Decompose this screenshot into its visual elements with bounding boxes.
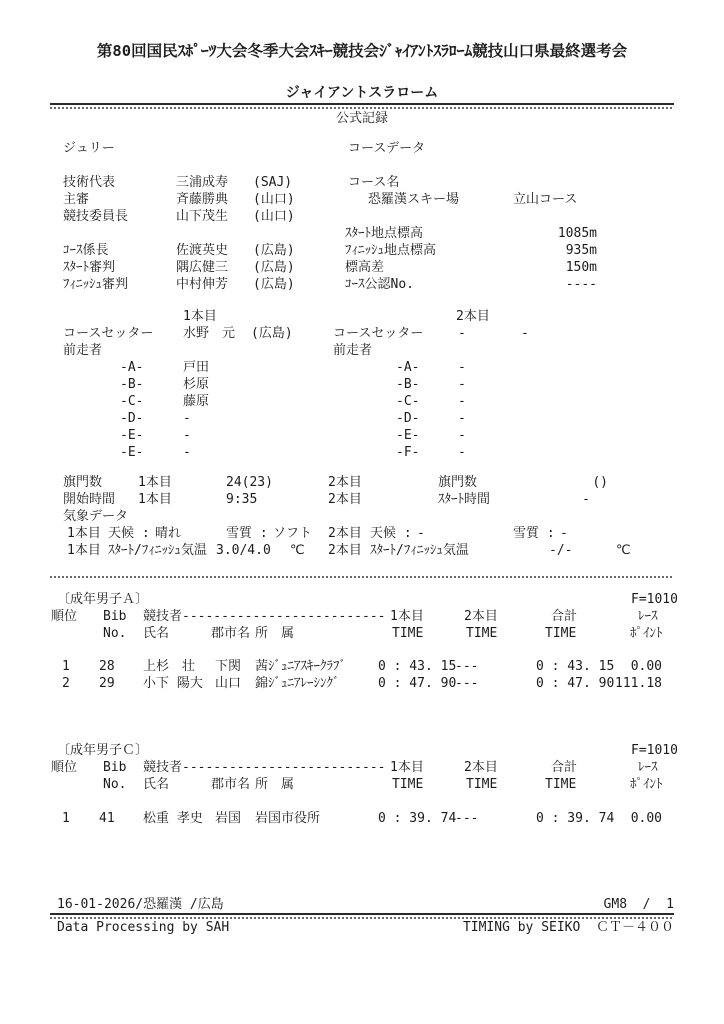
course-setter-label: コースセッター bbox=[63, 326, 154, 341]
course-item-value: ---- bbox=[565, 277, 597, 292]
jury-role: 主審 bbox=[63, 192, 90, 207]
jury-member-name: 山下茂生 bbox=[176, 209, 229, 224]
course-name-label: コース名 bbox=[348, 175, 400, 190]
course-setter-name-run2: - bbox=[458, 326, 466, 341]
jury-member-name: 中村伸芳 bbox=[176, 277, 229, 292]
result-run2-time: --- bbox=[455, 659, 479, 674]
result-rank: 1 bbox=[62, 811, 70, 826]
record-type: 公式記録 bbox=[335, 111, 388, 126]
forerunner-name: - bbox=[458, 360, 466, 375]
col-header-no: No. bbox=[103, 777, 127, 792]
snow-label: 雪質 : bbox=[226, 526, 268, 541]
result-run1-time: 0 : 47. 90 bbox=[378, 676, 457, 691]
course-item-label: ｽﾀｰﾄ地点標高 bbox=[345, 226, 424, 241]
jury-heading: ジュリー bbox=[63, 141, 115, 156]
result-name: 松重 孝史 bbox=[143, 811, 203, 826]
run1-label: 1本目 bbox=[67, 543, 101, 558]
jury-member-affiliation: (広島) bbox=[253, 277, 295, 292]
footer-timing: TIMING by SEIKO ＣＴ－４００ bbox=[462, 920, 674, 935]
forerunner-name: 戸田 bbox=[183, 360, 210, 375]
footer-date-venue: 16-01-2026/恐羅漢 /広島 bbox=[57, 897, 224, 912]
forerunner-label: -F- bbox=[396, 445, 420, 460]
gate-count-run1: 24(23) bbox=[226, 475, 273, 490]
forerunner-label: -E- bbox=[396, 428, 420, 443]
result-bib: 41 bbox=[99, 811, 115, 826]
start-time-run2: - bbox=[582, 492, 590, 507]
forerunner-heading: 前走者 bbox=[63, 343, 103, 358]
jury-member-name: 佐渡英史 bbox=[176, 243, 229, 258]
result-run2-time: --- bbox=[455, 676, 479, 691]
sky-run1: 晴れ bbox=[155, 526, 182, 541]
footer-processing: Data Processing by SAH bbox=[57, 920, 230, 935]
forerunner-name: 藤原 bbox=[183, 394, 210, 409]
course-item-label: ｺｰｽ公認No. bbox=[345, 277, 414, 292]
forerunner-name: - bbox=[458, 377, 466, 392]
run1-label: 1本目 bbox=[138, 492, 172, 507]
result-club: 岩国市役所 bbox=[255, 811, 321, 826]
course-setter-label: コースセッター bbox=[333, 326, 424, 341]
temp-unit: ℃ bbox=[616, 543, 631, 558]
col-header-race: ﾚｰｽ bbox=[638, 609, 658, 624]
col-header-run1: 1本目 bbox=[390, 760, 424, 775]
event-name: ジャイアントスラローム bbox=[285, 85, 439, 101]
run1-label: 1本目 bbox=[183, 309, 217, 324]
result-club: 茜ｼﾞｭﾆｱｽｷｰｸﾗﾌﾞ bbox=[255, 659, 347, 674]
forerunner-label: -A- bbox=[396, 360, 420, 375]
start-time-label: ｽﾀｰﾄ時間 bbox=[438, 492, 491, 507]
col-header-rank: 順位 bbox=[51, 609, 78, 624]
jury-member-name: 斉藤勝典 bbox=[176, 192, 229, 207]
f-value: F=1010 bbox=[631, 592, 678, 607]
run1-label: 1本目 bbox=[138, 475, 172, 490]
temp-run1: 3.0/4.0 bbox=[216, 543, 271, 558]
forerunner-name: - bbox=[458, 411, 466, 426]
result-points: 0.00 bbox=[630, 811, 662, 826]
jury-member-affiliation: (山口) bbox=[253, 192, 295, 207]
run2-label: 2本目 bbox=[328, 492, 362, 507]
col-header-run2: 2本目 bbox=[464, 760, 498, 775]
temp-unit: ℃ bbox=[290, 543, 305, 558]
col-header-time: TIME bbox=[392, 626, 424, 641]
temp-label: ｽﾀｰﾄ/ﾌｨﾆｯｼｭ気温 bbox=[370, 543, 469, 558]
header-separator-dotted bbox=[50, 107, 674, 109]
col-header-time: TIME bbox=[392, 777, 424, 792]
result-run1-time: 0 : 39. 74 bbox=[378, 811, 457, 826]
result-bib: 29 bbox=[99, 676, 115, 691]
jury-member-affiliation: (広島) bbox=[253, 260, 295, 275]
forerunner-label: -B- bbox=[120, 377, 144, 392]
forerunner-label: -C- bbox=[120, 394, 144, 409]
col-header-club: 所 属 bbox=[255, 626, 295, 641]
result-city: 岩国 bbox=[215, 811, 242, 826]
temp-run2: -/- bbox=[549, 543, 573, 558]
col-header-time: TIME bbox=[545, 777, 577, 792]
jury-role: ﾌｨﾆｯｼｭ審判 bbox=[63, 277, 129, 292]
gate-count-label: 旗門数 bbox=[63, 475, 103, 490]
run1-label: 1本目 bbox=[67, 526, 101, 541]
forerunner-name: - bbox=[183, 445, 191, 460]
forerunner-name: - bbox=[183, 411, 191, 426]
result-bib: 28 bbox=[99, 659, 115, 674]
forerunner-heading: 前走者 bbox=[333, 343, 373, 358]
result-rank: 2 bbox=[62, 676, 70, 691]
run2-label: 2本目 bbox=[328, 543, 362, 558]
forerunner-name: 杉原 bbox=[183, 377, 210, 392]
col-header-city: 郡市名 bbox=[211, 626, 251, 641]
forerunner-name: - bbox=[458, 394, 466, 409]
course-name: 立山コース bbox=[513, 192, 578, 207]
jury-role: ｺｰｽ係長 bbox=[63, 243, 109, 258]
run2-label: 2本目 bbox=[328, 526, 362, 541]
jury-role: 競技委員長 bbox=[63, 209, 129, 224]
col-header-time: TIME bbox=[545, 626, 577, 641]
col-header-points: ﾎﾟｲﾝﾄ bbox=[630, 626, 663, 641]
run2-label: 2本目 bbox=[456, 309, 490, 324]
forerunner-name: - bbox=[458, 428, 466, 443]
col-header-rank: 順位 bbox=[51, 760, 78, 775]
col-header-club: 所 属 bbox=[255, 777, 295, 792]
result-club: 錦ｼﾞｭﾆｱﾚｰｼﾝｸﾞ bbox=[255, 676, 340, 691]
jury-role: 技術代表 bbox=[63, 175, 116, 190]
snow-run1: ソフト bbox=[273, 526, 313, 541]
sky-run2: - bbox=[417, 526, 425, 541]
footer-separator-solid bbox=[50, 913, 674, 915]
start-time-label: 開始時間 bbox=[63, 492, 116, 507]
course-data-heading: コースデータ bbox=[348, 141, 426, 156]
jury-member-affiliation: (山口) bbox=[253, 209, 295, 224]
forerunner-label: -B- bbox=[396, 377, 420, 392]
header-separator-solid bbox=[50, 103, 674, 105]
forerunner-name: - bbox=[458, 445, 466, 460]
col-header-total: 合計 bbox=[551, 760, 578, 775]
jury-member-affiliation: (SAJ) bbox=[253, 175, 293, 190]
forerunner-label: -A- bbox=[120, 360, 144, 375]
col-header-race: ﾚｰｽ bbox=[638, 760, 658, 775]
jury-member-affiliation: (広島) bbox=[253, 243, 295, 258]
start-time-run1: 9:35 bbox=[226, 492, 258, 507]
jury-member-name: 隅広健三 bbox=[176, 260, 229, 275]
course-item-value: 935m bbox=[565, 243, 597, 258]
result-total-time: 0 : 43. 15 bbox=[536, 659, 615, 674]
course-setter-name-run1: 水野 元 bbox=[183, 326, 236, 341]
col-header-time: TIME bbox=[466, 626, 498, 641]
category-title: 〔成年男子Ｃ〕 bbox=[57, 743, 149, 758]
forerunner-label: -C- bbox=[396, 394, 420, 409]
gate-count-label: 旗門数 bbox=[438, 475, 478, 490]
result-name: 上杉 壮 bbox=[143, 659, 196, 674]
col-header-competitor: 競技者-------------------------- bbox=[143, 760, 386, 775]
weather-heading: 気象データ bbox=[63, 509, 129, 524]
result-run2-time: --- bbox=[455, 811, 479, 826]
sky-label: 天候 : bbox=[370, 526, 412, 541]
col-header-points: ﾎﾟｲﾝﾄ bbox=[630, 777, 663, 792]
result-points: 0.00 bbox=[630, 659, 662, 674]
course-item-label: 標高差 bbox=[345, 260, 385, 275]
result-city: 山口 bbox=[215, 676, 242, 691]
col-header-city: 郡市名 bbox=[211, 777, 251, 792]
col-header-time: TIME bbox=[466, 777, 498, 792]
resort-name: 恐羅漢スキー場 bbox=[368, 192, 460, 207]
col-header-name: 氏名 bbox=[143, 777, 170, 792]
page-title: 第80回国民ｽﾎﾟｰﾂ大会冬季大会ｽｷｰ競技会ｼﾞｬｲｱﾝﾄｽﾗﾛｰﾑ競技山口県最終選考会 bbox=[96, 42, 628, 60]
course-item-label: ﾌｨﾆｯｼｭ地点標高 bbox=[345, 243, 437, 258]
gate-count-run2: () bbox=[592, 475, 608, 490]
course-item-value: 1085m bbox=[557, 226, 597, 241]
col-header-competitor: 競技者-------------------------- bbox=[143, 609, 386, 624]
result-rank: 1 bbox=[62, 659, 70, 674]
forerunner-name: - bbox=[183, 428, 191, 443]
col-header-bib: Bib bbox=[103, 760, 127, 775]
result-name: 小下 陽大 bbox=[143, 676, 203, 691]
f-value: F=1010 bbox=[631, 743, 678, 758]
sky-label: 天候 : bbox=[108, 526, 150, 541]
result-city: 下関 bbox=[215, 659, 242, 674]
snow-run2: - bbox=[560, 526, 568, 541]
result-total-time: 0 : 39. 74 bbox=[536, 811, 615, 826]
result-run1-time: 0 : 43. 15 bbox=[378, 659, 457, 674]
forerunner-label: -D- bbox=[120, 411, 144, 426]
course-item-value: 150m bbox=[565, 260, 597, 275]
jury-member-name: 三浦成寿 bbox=[176, 175, 229, 190]
temp-label: ｽﾀｰﾄ/ﾌｨﾆｯｼｭ気温 bbox=[108, 543, 207, 558]
footer-separator-dotted bbox=[50, 917, 674, 919]
col-header-name: 氏名 bbox=[143, 626, 170, 641]
section-separator-dotted bbox=[50, 576, 674, 578]
forerunner-label: -E- bbox=[120, 428, 144, 443]
result-points: 111.18 bbox=[615, 676, 662, 691]
footer-page-ref: GM8 / 1 bbox=[603, 897, 674, 912]
snow-label: 雪質 : bbox=[513, 526, 555, 541]
col-header-run2: 2本目 bbox=[464, 609, 498, 624]
forerunner-label: -E- bbox=[120, 445, 144, 460]
category-title: 〔成年男子Ａ〕 bbox=[57, 592, 149, 607]
result-total-time: 0 : 47. 90 bbox=[536, 676, 615, 691]
col-header-run1: 1本目 bbox=[390, 609, 424, 624]
col-header-bib: Bib bbox=[103, 609, 127, 624]
col-header-total: 合計 bbox=[551, 609, 578, 624]
run2-label: 2本目 bbox=[328, 475, 362, 490]
forerunner-label: -D- bbox=[396, 411, 420, 426]
course-setter-affiliation-run2: - bbox=[521, 326, 529, 341]
col-header-no: No. bbox=[103, 626, 127, 641]
jury-role: ｽﾀｰﾄ審判 bbox=[63, 260, 116, 275]
course-setter-affiliation-run1: (広島) bbox=[251, 326, 293, 341]
